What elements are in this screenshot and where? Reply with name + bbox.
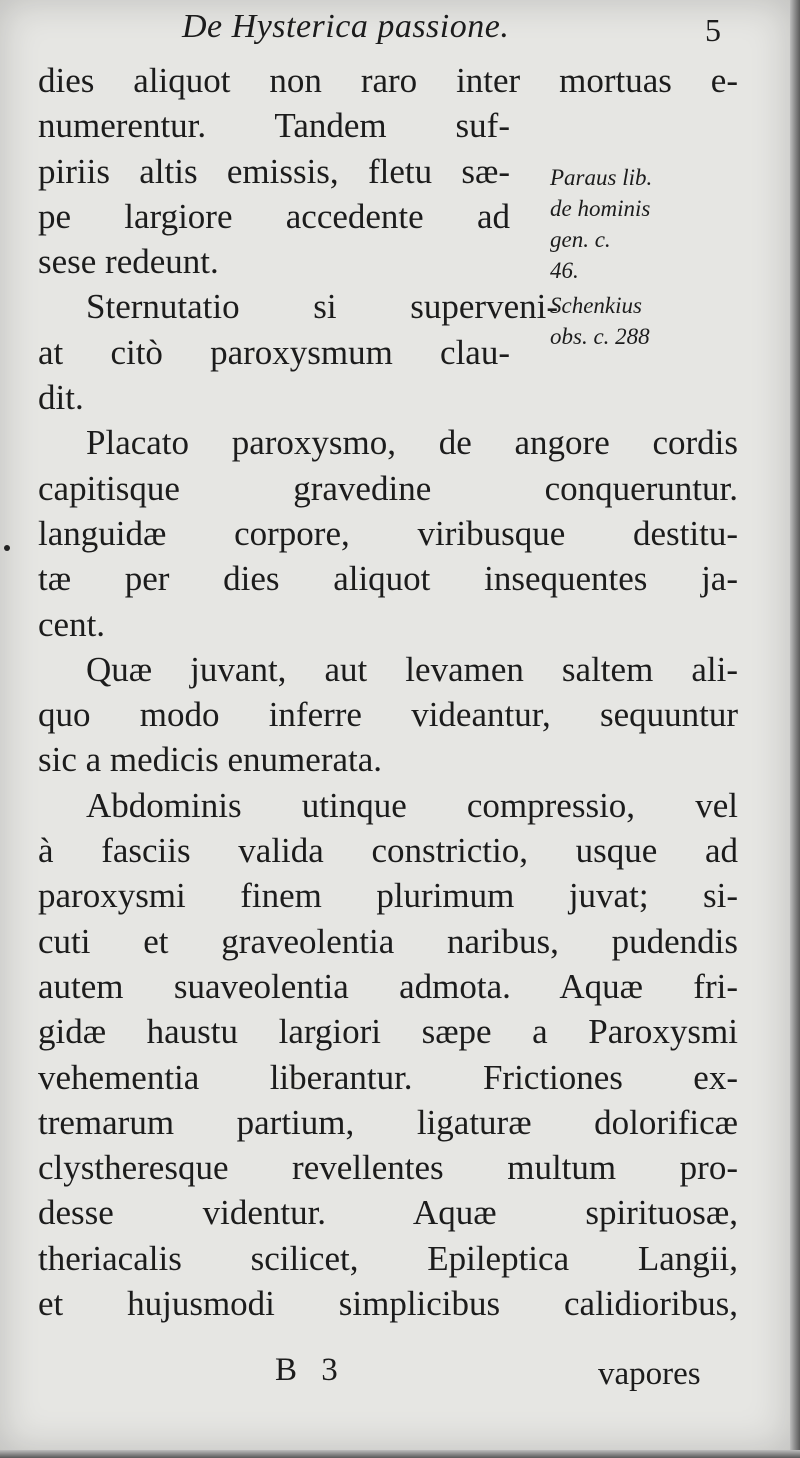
text-line: cent. (38, 604, 106, 644)
text-line: vehementia liberantur. Frictiones ex- (38, 1057, 738, 1097)
page-header (0, 4, 790, 48)
text-line: Quæ juvant, aut levamen saltem ali- (86, 649, 738, 689)
text-line: piriis altis emissis, fletu sæ- (38, 151, 510, 191)
text-line: clystheresque revellentes multum pro- (38, 1148, 738, 1188)
margin-dot (4, 545, 10, 551)
text-line: sic a medicis enumerata. (38, 740, 383, 780)
marginal-line: 46. (550, 258, 579, 283)
text-line: quo modo inferre videantur, sequuntur (38, 695, 738, 735)
text-line: gidæ haustu largiori sæpe a Paroxysmi (38, 1012, 738, 1052)
marginal-line: obs. c. 288 (550, 324, 650, 349)
page-edge-shadow (790, 0, 800, 1458)
text-line: pe largiore accedente ad (38, 196, 510, 236)
text-line: capitisque gravedine conqueruntur. (38, 468, 738, 508)
text-line: theriacalis scilicet, Epileptica Langii, (38, 1238, 738, 1278)
text-line: languidæ corpore, viribusque destitu- (38, 513, 738, 553)
marginal-line: Schenkius (550, 293, 642, 318)
page-edge-shadow-bottom (0, 1450, 800, 1458)
text-line: et hujusmodi simplicibus calidioribus, (38, 1284, 738, 1324)
text-line: numerentur. Tandem suf- (38, 106, 510, 146)
text-line: tæ per dies aliquot insequentes ja- (38, 559, 738, 599)
body-text (38, 58, 738, 1326)
text-line: Abdominis utinque compressio, vel (86, 785, 738, 825)
text-line: sese redeunt. (38, 242, 219, 282)
text-line: at citò paroxysmum clau- (38, 332, 510, 372)
text-line: tremarum partium, ligaturæ dolorificæ (38, 1102, 738, 1142)
text-line: cuti et graveolentia naribus, pudendis (38, 921, 738, 961)
marginal-line: Paraus lib. (550, 165, 653, 190)
text-line: autem suaveolentia admota. Aquæ fri- (38, 966, 738, 1006)
text-line: paroxysmi finem plurimum juvat; si- (38, 876, 738, 916)
page-number: 5 (705, 12, 721, 48)
text-line: dies aliquot non raro inter mortuas e- (38, 61, 738, 100)
text-line: dit. (38, 378, 84, 418)
marginal-line: de hominis (550, 196, 651, 221)
text-line: à fasciis valida constrictio, usque ad (38, 831, 738, 871)
marginal-line: gen. c. (550, 227, 611, 252)
text-line: Placato paroxysmo, de angore cordis (86, 423, 738, 463)
catchword: vapores (598, 1356, 701, 1392)
running-title: De Hysterica passione. (182, 8, 510, 45)
signature-mark: B 3 (275, 1352, 346, 1388)
page-footer (0, 1352, 790, 1402)
text-line: Sternutatio si superveni- (86, 287, 558, 327)
text-line: desse videntur. Aquæ spirituosæ, (38, 1193, 738, 1233)
